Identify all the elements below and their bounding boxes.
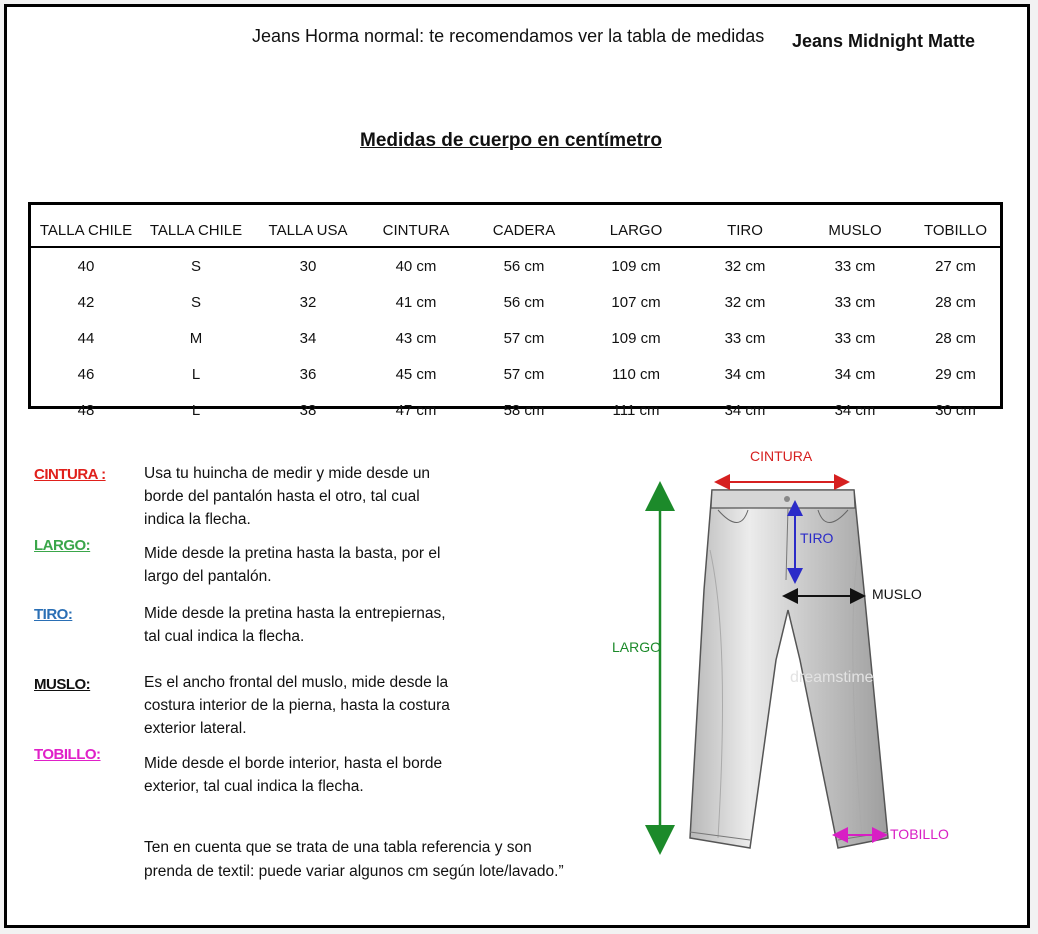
size-table [28,202,1003,419]
table-cell: 33 cm [724,329,766,347]
reference-note: Ten en cuenta que se trata de una tabla referencia y son prenda de textil: puede variar algunos cm según lote/lavado.” [144,839,564,880]
definition-term-largo: LARGO: [34,537,91,554]
table-cell: 28 cm [935,329,976,347]
table-row [31,392,1000,428]
column-header: TOBILLO [911,205,1000,247]
label-cintura: CINTURA [750,448,813,464]
table-cell: 44 [77,329,95,347]
column-header: TALLA CHILE [31,205,141,247]
table-cell: 48 [77,401,95,419]
table-row [31,247,1000,284]
table-cell: 33 cm [834,329,876,347]
table-cell: 42 [77,293,95,311]
table-cell: 40 [77,257,95,275]
table-cell: 109 cm [611,329,661,347]
table-cell: 34 cm [834,365,876,383]
label-muslo: MUSLO [872,586,922,602]
definition-text-largo: Mide desde la pretina hasta la basta, por el largo del pantalón. [144,545,441,585]
definition-term-muslo: MUSLO: [34,676,91,693]
table-cell: 43 cm [395,329,437,347]
column-header: MUSLO [799,205,911,247]
table-cell: L [191,401,201,419]
table-cell: 33 cm [834,257,876,275]
table-cell: 45 cm [395,365,437,383]
jeans-diagram [600,440,1020,880]
column-header: TALLA USA [251,205,365,247]
table-cell: 110 cm [611,365,661,383]
definition-term-tobillo: TOBILLO: [34,746,101,763]
definition-text-tobillo: Mide desde el borde interior, hasta el borde exterior, tal cual indica la flecha. [144,755,443,795]
column-header: CINTURA [365,205,467,247]
definition-text-tiro: Mide desde la pretina hasta la entrepiernas, tal cual indica la flecha. [144,605,446,645]
table-cell: 34 cm [724,401,766,419]
table-cell: 34 cm [724,365,766,383]
table-row [31,284,1000,320]
definition-term-cintura: CINTURA : [34,466,106,483]
table-cell: 28 cm [935,293,976,311]
fit-note: Jeans Horma normal: te recomendamos ver la tabla de medidas [252,26,765,46]
table-cell: 34 [299,329,317,347]
table-cell: 111 cm [612,401,660,419]
column-header: LARGO [581,205,691,247]
product-name: Jeans Midnight Matte [792,31,976,51]
table-cell: 38 [299,401,317,419]
table-cell: 56 cm [503,293,545,311]
table-cell: 109 cm [611,257,661,275]
table-cell: 57 cm [503,329,545,347]
table-cell: 32 cm [724,293,766,311]
table-row [31,320,1000,356]
table-cell: 33 cm [834,293,876,311]
table-row [31,356,1000,392]
column-header: CADERA [467,205,581,247]
table-title: Medidas de cuerpo en centímetro [360,130,662,151]
definition-text-cintura: Usa tu huincha de medir y mide desde un borde del pantalón hasta el otro, tal cual indica la flecha. [144,465,431,528]
table-cell: 57 cm [503,365,545,383]
jeans-illustration [600,440,1020,880]
table-cell: 32 [299,293,317,311]
table-cell: 32 cm [724,257,766,275]
table-cell: 27 cm [935,257,976,275]
table-header-row [31,205,1000,247]
definition-term-tiro: TIRO: [34,606,73,623]
table-cell: L [191,365,201,383]
label-largo: LARGO [612,639,662,655]
table-cell: 47 cm [395,401,437,419]
table-cell: 34 cm [834,401,876,419]
label-tiro: TIRO [800,530,834,546]
table-cell: 36 [299,365,317,383]
table-cell: 58 cm [503,401,545,419]
table-cell: S [190,257,201,275]
definition-text-muslo: Es el ancho frontal del muslo, mide desde la costura interior de la pierna, hasta la costura exterior lateral. [144,674,450,737]
table-cell: 30 cm [935,401,976,419]
table-cell: 30 [299,257,317,275]
table-cell: 41 cm [395,293,437,311]
table-cell: 56 cm [503,257,545,275]
table-cell: 40 cm [395,257,437,275]
label-tobillo: TOBILLO [890,826,949,842]
table-cell: S [190,293,201,311]
watermark-text: dreamstime [790,669,874,686]
table-cell: 29 cm [935,365,976,383]
column-header: TIRO [691,205,799,247]
table-cell: 46 [77,365,95,383]
table-cell: M [189,329,203,347]
table-cell: 107 cm [611,293,661,311]
column-header: TALLA CHILE [141,205,251,247]
